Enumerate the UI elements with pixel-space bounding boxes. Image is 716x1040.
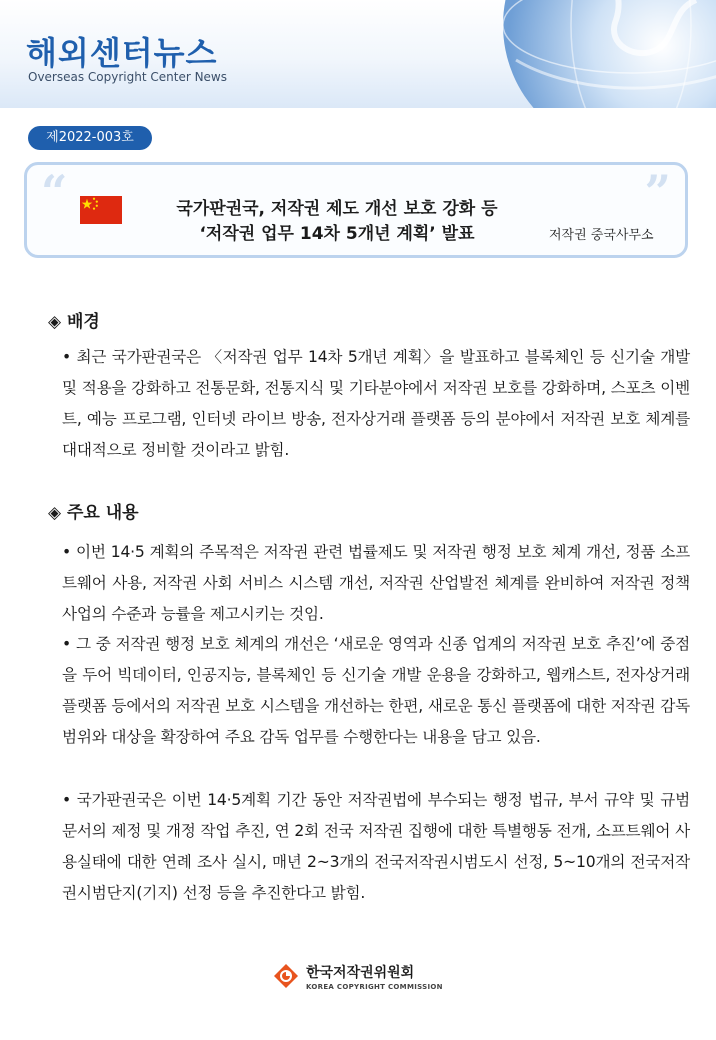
close-quote-icon: ” bbox=[644, 165, 671, 219]
article-title-box bbox=[24, 162, 688, 258]
footer-org-name-kr: 한국저작권위원회 bbox=[306, 965, 415, 981]
footer-org-name-en: KOREA COPYRIGHT COMMISSION bbox=[306, 983, 443, 991]
paragraph-main-3: • 국가판권국은 이번 14·5계획 기간 동안 저작권법에 부수되는 행정 법규, 부서 규약 및 규범 문서의 제정 및 개정 작업 추진, 연 2회 전국 저작권 집행에 대한 특별행동 전개, 소프트웨어 사용실태에 대한 연례 조사 실시, 매년 2~3개의 전국저작권시범도시 선정, 5~10개의 전국저작권시범단지(기지) 선정 등을 추진한다고 밝힘. bbox=[62, 791, 690, 902]
copyright-commission-logo-icon bbox=[272, 962, 300, 990]
issue-number-badge: 제2022-003호 bbox=[28, 126, 152, 150]
article-author: 저작권 중국사무소 bbox=[549, 228, 654, 243]
paragraph-main-2: • 그 중 저작권 행정 보호 체계의 개선은 ‘새로운 영역과 신종 업계의 저작권 보호 추진’에 중점을 두어 빅데이터, 인공지능, 블록체인 등 신기술 개발 운용을 강화하고, 웹캐스트, 전자상거래 플랫폼 등에서의 저작권 보호 시스템을 개선하는 한편, 새로운 통신 플랫폼에 대한 저작권 감독 범위와 대상을 확장하여 주요 감독 업무를 수행한다는 내용을 담고 있음. bbox=[62, 635, 690, 746]
section-heading-main-content: ◈ 주요 내용 bbox=[48, 503, 139, 523]
paragraph-background: • 최근 국가판권국은 〈저작권 업무 14차 5개년 계획〉을 발표하고 블록체인 등 신기술 개발 및 적용을 강화하고 전통문화, 전통지식 및 기타분야에서 저작권 보호를 강화하며, 스포츠 이벤트, 예능 프로그램, 인터넷 라이브 방송, 전자상거래 플랫폼 등의 분야에서 저작권 보호 체계를 대대적으로 정비할 것이라고 밝힘. bbox=[62, 348, 690, 459]
open-quote-icon: “ bbox=[41, 165, 68, 219]
china-flag-icon bbox=[80, 196, 122, 224]
globe-icon bbox=[456, 0, 716, 108]
newsletter-title: 해외센터뉴스 bbox=[26, 34, 218, 72]
paragraph-main-1: • 이번 14·5 계획의 주목적은 저작권 관련 법률제도 및 저작권 행정 보호 체계 개선, 정품 소프트웨어 사용, 저작권 사회 서비스 시스템 개선, 저작권 산업발전 체계를 완비하여 저작권 정책 사업의 수준과 능률을 제고시키는 것임. bbox=[62, 543, 690, 623]
header-banner bbox=[0, 0, 716, 108]
section-heading-background: ◈ 배경 bbox=[48, 312, 100, 332]
article-title-line-1: 국가판권국, 저작권 제도 개선 보호 강화 등 bbox=[176, 199, 498, 219]
article-title-line-2: ‘저작권 업무 14차 5개년 계획’ 발표 bbox=[199, 224, 475, 244]
newsletter-subtitle: Overseas Copyright Center News bbox=[28, 70, 227, 84]
